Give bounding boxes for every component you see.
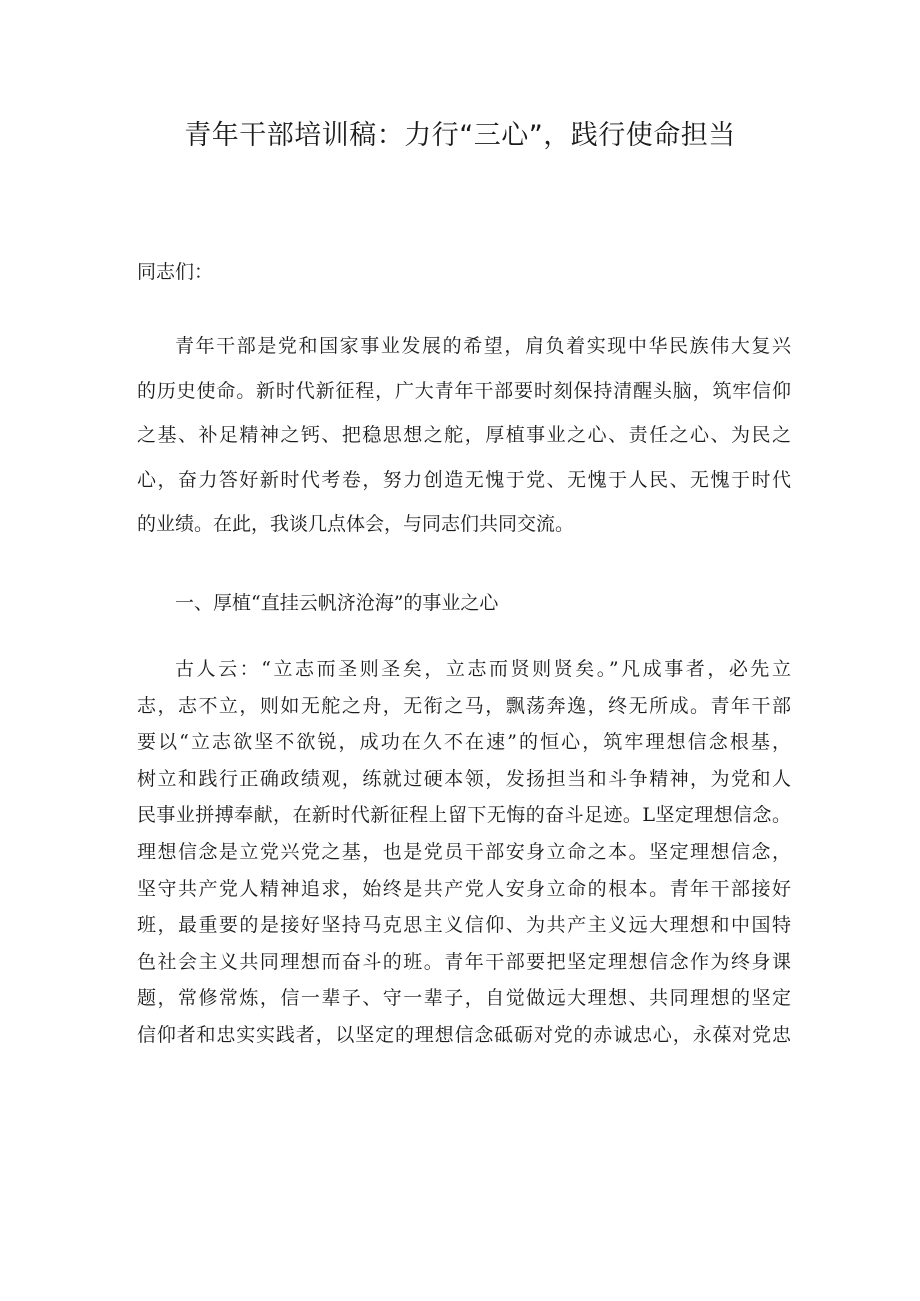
paragraph-line: 青年干部是党和国家事业发展的希望，肩负着实现中华民族伟大复兴 bbox=[175, 335, 791, 357]
paragraph-line: 坚守共产党人精神追求，始终是共产党人安身立命的根本。青年干部接好 bbox=[137, 877, 791, 900]
intro-paragraph bbox=[137, 324, 791, 547]
paragraph-line: 理想信念是立党兴党之基，也是党员干部安身立命之本。坚定理想信念， bbox=[137, 840, 791, 863]
paragraph-line: 古人云：“立志而圣则圣矣，立志而贤则贤矣。”凡成事者，必先立 bbox=[175, 658, 791, 680]
paragraph-line: 心，奋力答好新时代考卷，努力创造无愧于党、无愧于人民、无愧于时代 bbox=[137, 468, 791, 491]
paragraph-line: 题，常修常炼，信一辈子、守一辈子，自觉做远大理想、共同理想的坚定 bbox=[137, 987, 791, 1010]
paragraph-line: 要以“立志欲坚不欲锐，成功在久不在速”的恒心，筑牢理想信念根基， bbox=[137, 731, 791, 754]
paragraph-line: 色社会主义共同理想而奋斗的班。青年干部要把坚定理想信念作为终身课 bbox=[137, 950, 791, 973]
salutation: 同志们： bbox=[137, 261, 214, 283]
document-title: 青年干部培训稿：力行“三心”，践行使命担当 bbox=[184, 120, 736, 151]
paragraph-line: 之基、补足精神之钙、把稳思想之舵，厚植事业之心、责任之心、为民之 bbox=[137, 424, 791, 446]
paragraph-line: 民事业拼搏奉献，在新时代新征程上留下无悔的奋斗足迹。L坚定理想信念。 bbox=[137, 804, 791, 827]
section-heading-1: 一、厚植“直挂云帆济沧海”的事业之心 bbox=[175, 592, 499, 614]
paragraph-line: 信仰者和忠实实践者，以坚定的理想信念砥砺对党的赤诚忠心，永葆对党忠 bbox=[137, 1023, 791, 1046]
section-1-paragraph bbox=[137, 651, 791, 1054]
paragraph-line: 班，最重要的是接好坚持马克思主义信仰、为共产主义远大理想和中国特 bbox=[137, 914, 791, 937]
paragraph-line: 的业绩。在此，我谈几点体会，与同志们共同交流。 bbox=[137, 513, 575, 535]
paragraph-line: 的历史使命。新时代新征程，广大青年干部要时刻保持清醒头脑，筑牢信仰 bbox=[137, 379, 791, 402]
paragraph-line: 志，志不立，则如无舵之舟，无衔之马，飘荡奔逸，终无所成。青年干部 bbox=[137, 694, 791, 717]
paragraph-line: 树立和践行正确政绩观，练就过硬本领，发扬担当和斗争精神，为党和人 bbox=[137, 767, 791, 790]
